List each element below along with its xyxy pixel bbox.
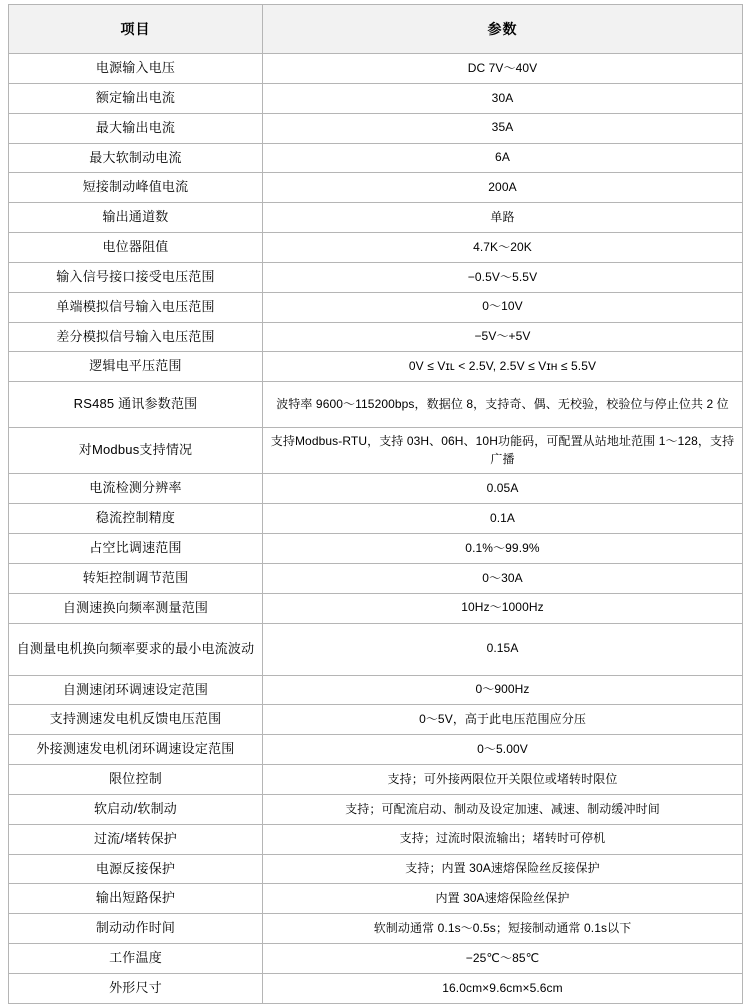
table-row	[9, 623, 743, 675]
table-row	[9, 705, 743, 735]
table-cell-parameter: 内置 30A速熔保险丝保护	[263, 884, 743, 914]
table-cell-parameter: 16.0cm×9.6cm×5.6cm	[263, 973, 743, 1003]
table-cell-item: 外形尺寸	[9, 973, 263, 1003]
table-cell-item: 稳流控制精度	[9, 504, 263, 534]
table-row	[9, 563, 743, 593]
table-cell-item: 输出通道数	[9, 203, 263, 233]
table-cell-item: 制动动作时间	[9, 914, 263, 944]
specification-table	[8, 4, 743, 1004]
table-row	[9, 474, 743, 504]
table-row	[9, 322, 743, 352]
table-cell-parameter: 支持；可外接两限位开关限位或堵转时限位	[263, 765, 743, 795]
table-row	[9, 884, 743, 914]
table-cell-parameter: 10Hz～1000Hz	[263, 593, 743, 623]
table-row	[9, 854, 743, 884]
table-cell-parameter: 4.7K～20K	[263, 233, 743, 263]
table-cell-parameter: 35A	[263, 113, 743, 143]
table-cell-item: 软启动/软制动	[9, 794, 263, 824]
table-cell-parameter: 0～900Hz	[263, 675, 743, 705]
table-row	[9, 914, 743, 944]
table-cell-parameter: 0.1%～99.9%	[263, 533, 743, 563]
table-cell-item: 额定输出电流	[9, 83, 263, 113]
table-cell-item: 电位器阻值	[9, 233, 263, 263]
table-cell-item: 自测量电机换向频率要求的最小电流波动	[9, 623, 263, 675]
table-cell-item: 对Modbus支持情况	[9, 428, 263, 474]
table-row	[9, 113, 743, 143]
table-cell-parameter: 30A	[263, 83, 743, 113]
table-row	[9, 735, 743, 765]
table-cell-item: 占空比调速范围	[9, 533, 263, 563]
table-row	[9, 824, 743, 854]
table-header-row	[9, 5, 743, 54]
table-row	[9, 143, 743, 173]
table-cell-item: 单端模拟信号输入电压范围	[9, 292, 263, 322]
table-row	[9, 794, 743, 824]
table-row	[9, 944, 743, 974]
table-cell-parameter: 波特率 9600～115200bps，数据位 8，支持奇、偶、无校验，校验位与停止位共 2 位	[263, 382, 743, 428]
table-cell-item: 最大输出电流	[9, 113, 263, 143]
table-cell-item: 最大软制动电流	[9, 143, 263, 173]
table-row	[9, 593, 743, 623]
table-row	[9, 504, 743, 534]
table-row	[9, 173, 743, 203]
table-cell-parameter: −25℃～85℃	[263, 944, 743, 974]
table-cell-parameter: 0～5V，高于此电压范围应分压	[263, 705, 743, 735]
table-cell-item: 限位控制	[9, 765, 263, 795]
table-cell-item: 输出短路保护	[9, 884, 263, 914]
table-cell-parameter: 支持；可配流启动、制动及设定加速、减速、制动缓冲时间	[263, 794, 743, 824]
table-cell-item: RS485 通讯参数范围	[9, 382, 263, 428]
table-cell-item: 过流/堵转保护	[9, 824, 263, 854]
table-cell-item: 短接制动峰值电流	[9, 173, 263, 203]
table-cell-item: 差分模拟信号输入电压范围	[9, 322, 263, 352]
table-cell-item: 电源反接保护	[9, 854, 263, 884]
table-row	[9, 765, 743, 795]
table-cell-parameter: 0V ≤ Vɪʟ < 2.5V, 2.5V ≤ Vɪʜ ≤ 5.5V	[263, 352, 743, 382]
table-cell-parameter: 0～10V	[263, 292, 743, 322]
table-row	[9, 292, 743, 322]
table-cell-parameter: 支持；内置 30A速熔保险丝反接保护	[263, 854, 743, 884]
column-header-parameter: 参数	[263, 5, 743, 54]
table-cell-parameter: 0～30A	[263, 563, 743, 593]
table-row	[9, 203, 743, 233]
table-cell-parameter: 0.15A	[263, 623, 743, 675]
table-row	[9, 382, 743, 428]
table-row	[9, 54, 743, 84]
table-cell-parameter: −5V～+5V	[263, 322, 743, 352]
table-cell-parameter: −0.5V～5.5V	[263, 262, 743, 292]
table-cell-parameter: 支持；过流时限流输出；堵转时可停机	[263, 824, 743, 854]
table-cell-item: 自测速闭环调速设定范围	[9, 675, 263, 705]
table-cell-item: 转矩控制调节范围	[9, 563, 263, 593]
table-cell-item: 外接测速发电机闭环调速设定范围	[9, 735, 263, 765]
table-cell-item: 输入信号接口接受电压范围	[9, 262, 263, 292]
table-cell-item: 电源输入电压	[9, 54, 263, 84]
table-row	[9, 262, 743, 292]
table-cell-parameter: 0～5.00V	[263, 735, 743, 765]
table-cell-item: 电流检测分辨率	[9, 474, 263, 504]
table-cell-parameter: 0.05A	[263, 474, 743, 504]
table-cell-parameter: 软制动通常 0.1s～0.5s；短接制动通常 0.1s以下	[263, 914, 743, 944]
table-row	[9, 973, 743, 1003]
table-cell-item: 工作温度	[9, 944, 263, 974]
table-row	[9, 533, 743, 563]
table-cell-item: 自测速换向频率测量范围	[9, 593, 263, 623]
table-body	[9, 54, 743, 1004]
table-row	[9, 352, 743, 382]
table-cell-parameter: 200A	[263, 173, 743, 203]
table-row	[9, 233, 743, 263]
table-cell-parameter: DC 7V～40V	[263, 54, 743, 84]
table-row	[9, 428, 743, 474]
table-cell-parameter: 6A	[263, 143, 743, 173]
table-cell-item: 支持测速发电机反馈电压范围	[9, 705, 263, 735]
table-cell-parameter: 支持Modbus-RTU，支持 03H、06H、10H功能码，可配置从站地址范围 1～128，支持广播	[263, 428, 743, 474]
table-row	[9, 675, 743, 705]
table-cell-parameter: 0.1A	[263, 504, 743, 534]
table-header	[9, 5, 743, 54]
table-cell-parameter: 单路	[263, 203, 743, 233]
column-header-item: 项目	[9, 5, 263, 54]
table-row	[9, 83, 743, 113]
table-cell-item: 逻辑电平压范围	[9, 352, 263, 382]
